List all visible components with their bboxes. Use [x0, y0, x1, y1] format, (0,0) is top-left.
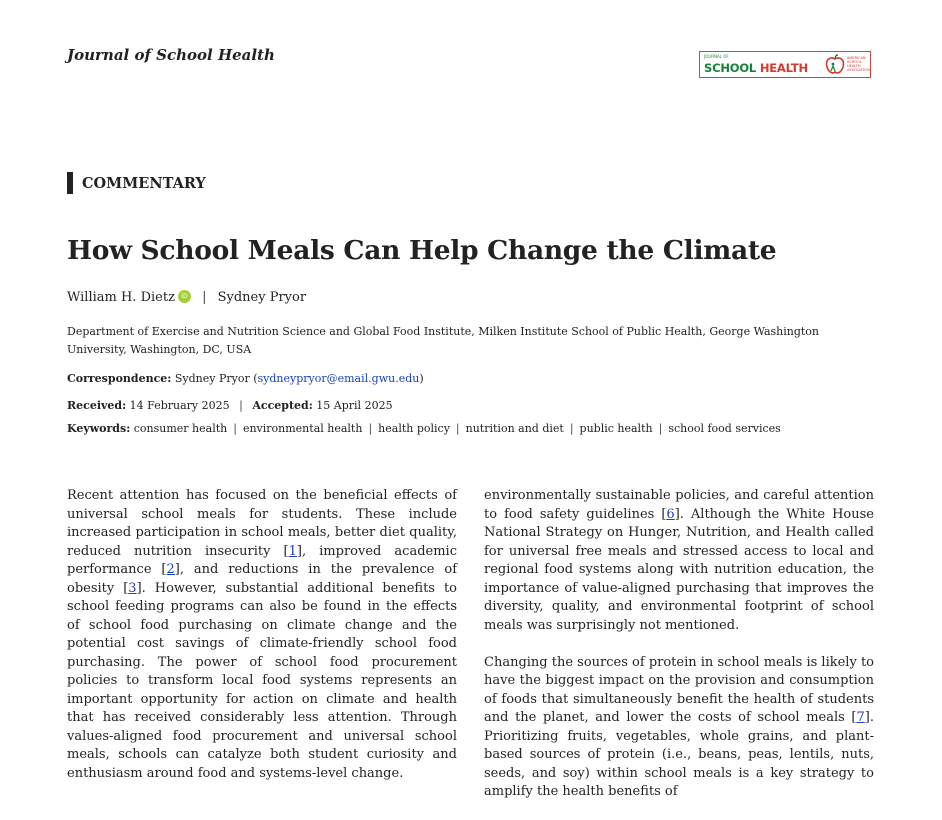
citation-link[interactable]: 2 — [166, 562, 175, 577]
correspondence-email-link[interactable]: sydneypryor@email.gwu.edu — [257, 372, 420, 385]
logo-small-text: JOURNAL OF — [704, 54, 729, 59]
journal-title: Journal of School Health — [67, 46, 275, 64]
accepted-label: Accepted: — [252, 399, 313, 412]
journal-logo[interactable] — [699, 51, 871, 78]
citation-link[interactable]: 1 — [288, 543, 297, 559]
keyword[interactable]: nutrition and diet — [465, 422, 564, 435]
correspondence-label: Correspondence: — [67, 372, 172, 385]
author-separator: | — [202, 290, 207, 305]
affiliation: Department of Exercise and Nutrition Science and Global Food Institute, Milken Institute School of Public Health, George Washington University, Washington, DC, USA — [67, 325, 820, 356]
correspondence-name: Sydney Pryor — [174, 372, 250, 385]
keywords: Keywords: consumer health | environmental health | health policy | nutrition and diet | public health | school food services — [67, 422, 781, 435]
keyword[interactable]: public health — [579, 422, 653, 435]
article-title: How School Meals Can Help Change the Climate — [67, 235, 777, 266]
citation-link[interactable]: 3 — [128, 580, 137, 596]
body-paragraph: Recent attention has focused on the beneficial effects of universal school meals for students. These include increased participation in school meals, better diet quality, reduced nutrition insecurity [1], improved academic performance [2], and reductions in the prevalence of obesity [3]. However, substantial additional benefits to school feeding programs can also be found in the effects of school food purchasing on climate change and the potential cost savings of climate-friendly school food purchasing. The power of school food procurement policies to transform local food systems represents an important opportunity for action on climate and health that has received considerably less attention. Through values-aligned food procurement and universal school meals, schools can catalyze both student curiosity and enthusiasm around food and systems-level change. — [67, 488, 458, 781]
section-label: COMMENTARY — [67, 172, 206, 194]
body-paragraph: environmentally sustainable policies, and careful attention to food safety guidelines [6]. Although the White House National Strategy on Hunger, Nutrition, and Health called for universal free meals and stressed access to local and regional food systems along with nutrition education, the importance of value-aligned purchasing that improves the diversity, quality, and environmental footprint of school meals was surprisingly not mentioned. — [484, 488, 874, 633]
article-dates: Received: 14 February 2025 | Accepted: 15 April 2025 — [67, 399, 393, 412]
correspondence: Correspondence: Sydney Pryor (sydneypryor@email.gwu.edu) — [67, 372, 424, 385]
citation-link[interactable]: 6 — [666, 506, 675, 522]
apple-icon — [824, 54, 846, 76]
accepted-date: 15 April 2025 — [316, 399, 393, 412]
logo-wordmark: SCHOOL HEALTH — [704, 61, 808, 75]
keyword[interactable]: school food services — [668, 422, 781, 435]
author-name[interactable]: William H. Dietz — [67, 290, 175, 305]
orcid-icon[interactable]: iD — [178, 290, 191, 303]
keyword[interactable]: consumer health — [133, 422, 228, 435]
received-date: 14 February 2025 — [129, 399, 230, 412]
author-list — [67, 290, 306, 305]
body-column-left — [67, 487, 457, 802]
keyword[interactable]: health policy — [378, 422, 450, 435]
logo-association-text: AMERICAN SCHOOL HEALTH ASSOCIATION — [847, 56, 871, 72]
received-label: Received: — [67, 399, 127, 412]
citation-link[interactable]: 7 — [856, 710, 865, 725]
author-name[interactable]: Sydney Pryor — [217, 290, 307, 305]
keywords-label: Keywords: — [67, 422, 131, 435]
body-column-right — [484, 487, 874, 820]
body-paragraph: Changing the sources of protein in school meals is likely to have the biggest impact on the provision and consumption of foods that simultaneously benefit the health of students and the planet, and lower the costs of school meals [7]. Prioritizing fruits, vegetables, whole grains, and plant-based sources of protein (i.e., beans, peas, lentils, nuts, seeds, and soy) within school meals is a key strategy to amplify the health benefits of — [484, 654, 874, 799]
keyword[interactable]: environmental health — [242, 422, 363, 435]
